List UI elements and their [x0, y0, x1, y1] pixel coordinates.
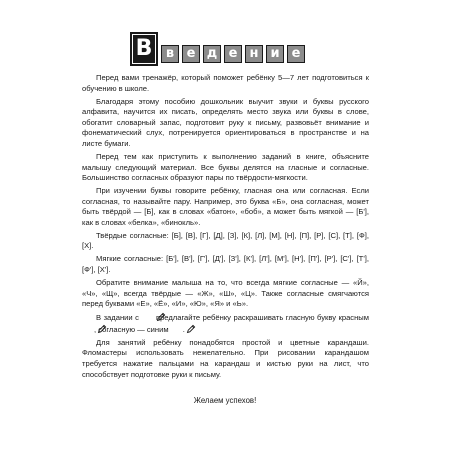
paragraph-always-soft-hard: Обратите внимание малыша на то, что всегда мягкие согласные — «Й», «Ч», «Щ», всегда твёрдые — «Ж», «Ш», «Ц». Также согласные смягчаются перед буквами «Е», «Ё», «И», «Ю», «Я» и «Ь».	[82, 278, 369, 309]
paragraph-letter-study: При изучении буквы говорите ребёнку, гласная она или согласная. Если согласная, то называйте пару. Например, это буква «Б», она согласная, может быть твёрдой — [Б], как в словах «батон», «боб», а может быть мягкой — [Б'], как в словах «белка», «бинокль».	[82, 186, 369, 227]
paragraph-soft-consonants: Мягкие согласные: [Б'], [В'], [Г'], [Д'], [З'], [К'], [Л'], [М'], [Н'], [П'], [Р'], [С'], [Т'], [Ф'], [Х'].	[82, 254, 369, 275]
pencil-icon	[172, 324, 182, 334]
title-letter: е	[182, 45, 200, 63]
pencil-icon	[142, 312, 152, 322]
title-letter: е	[224, 45, 242, 63]
title-first-letter-box	[130, 32, 158, 66]
paragraph-benefits: Благодаря этому пособию дошкольник выучит звуки и буквы русского алфавита, научится их писать, определять место звука или буквы в слове, обогатит словарный запас, подготовит руку к письму, развовьёт внимание и фонематический слух, потренируется ориентироваться в пространстве и на листе бумаги.	[82, 96, 369, 148]
coloring-text-4: .	[182, 324, 185, 334]
title-letter: д	[203, 45, 221, 63]
paragraph-hard-consonants: Твёрдые согласные: [Б], [В], [Г], [Д], [З], [К], [Л], [М], [Н], [П], [Р], [С], [Т], [Ф], [Х].	[82, 230, 369, 251]
paragraph-intro: Перед вами тренажёр, который поможет ребёнку 5—7 лет подготовиться к обучению в школе.	[82, 73, 369, 93]
pencil-icon	[83, 324, 93, 334]
coloring-text-3: , согласную — синим	[94, 324, 169, 334]
intro-text	[82, 73, 369, 380]
paragraph-supplies: Для занятий ребёнку понадобятся простой и цветные карандаши. Фломастеры использовать нежелательно. При рисовании карандашом требуется нажатие пальцами на карандаш и кистью руки на лист, что способствует подготовке руки к письму.	[82, 337, 369, 379]
title-first-letter: В	[133, 35, 155, 63]
paragraph-before-start: Перед тем как приступить к выполнению заданий в книге, объясните малышу следующий материал. Все буквы делятся на гласные и согласные. Большинство согласных образуют пары по твёрдости-мягкости.	[82, 151, 369, 183]
title-letter: е	[287, 45, 305, 63]
title-letter: в	[161, 45, 179, 63]
paragraph-coloring-task	[82, 312, 369, 335]
coloring-text-2: предлагайте ребёнку раскрашивать гласную букву красным	[155, 313, 369, 323]
closing-wish: Желаем успехов!	[193, 396, 257, 405]
page-title	[130, 32, 322, 66]
title-letter: и	[266, 45, 284, 63]
title-letter: н	[245, 45, 263, 63]
coloring-text-1: В задании с	[96, 313, 139, 323]
